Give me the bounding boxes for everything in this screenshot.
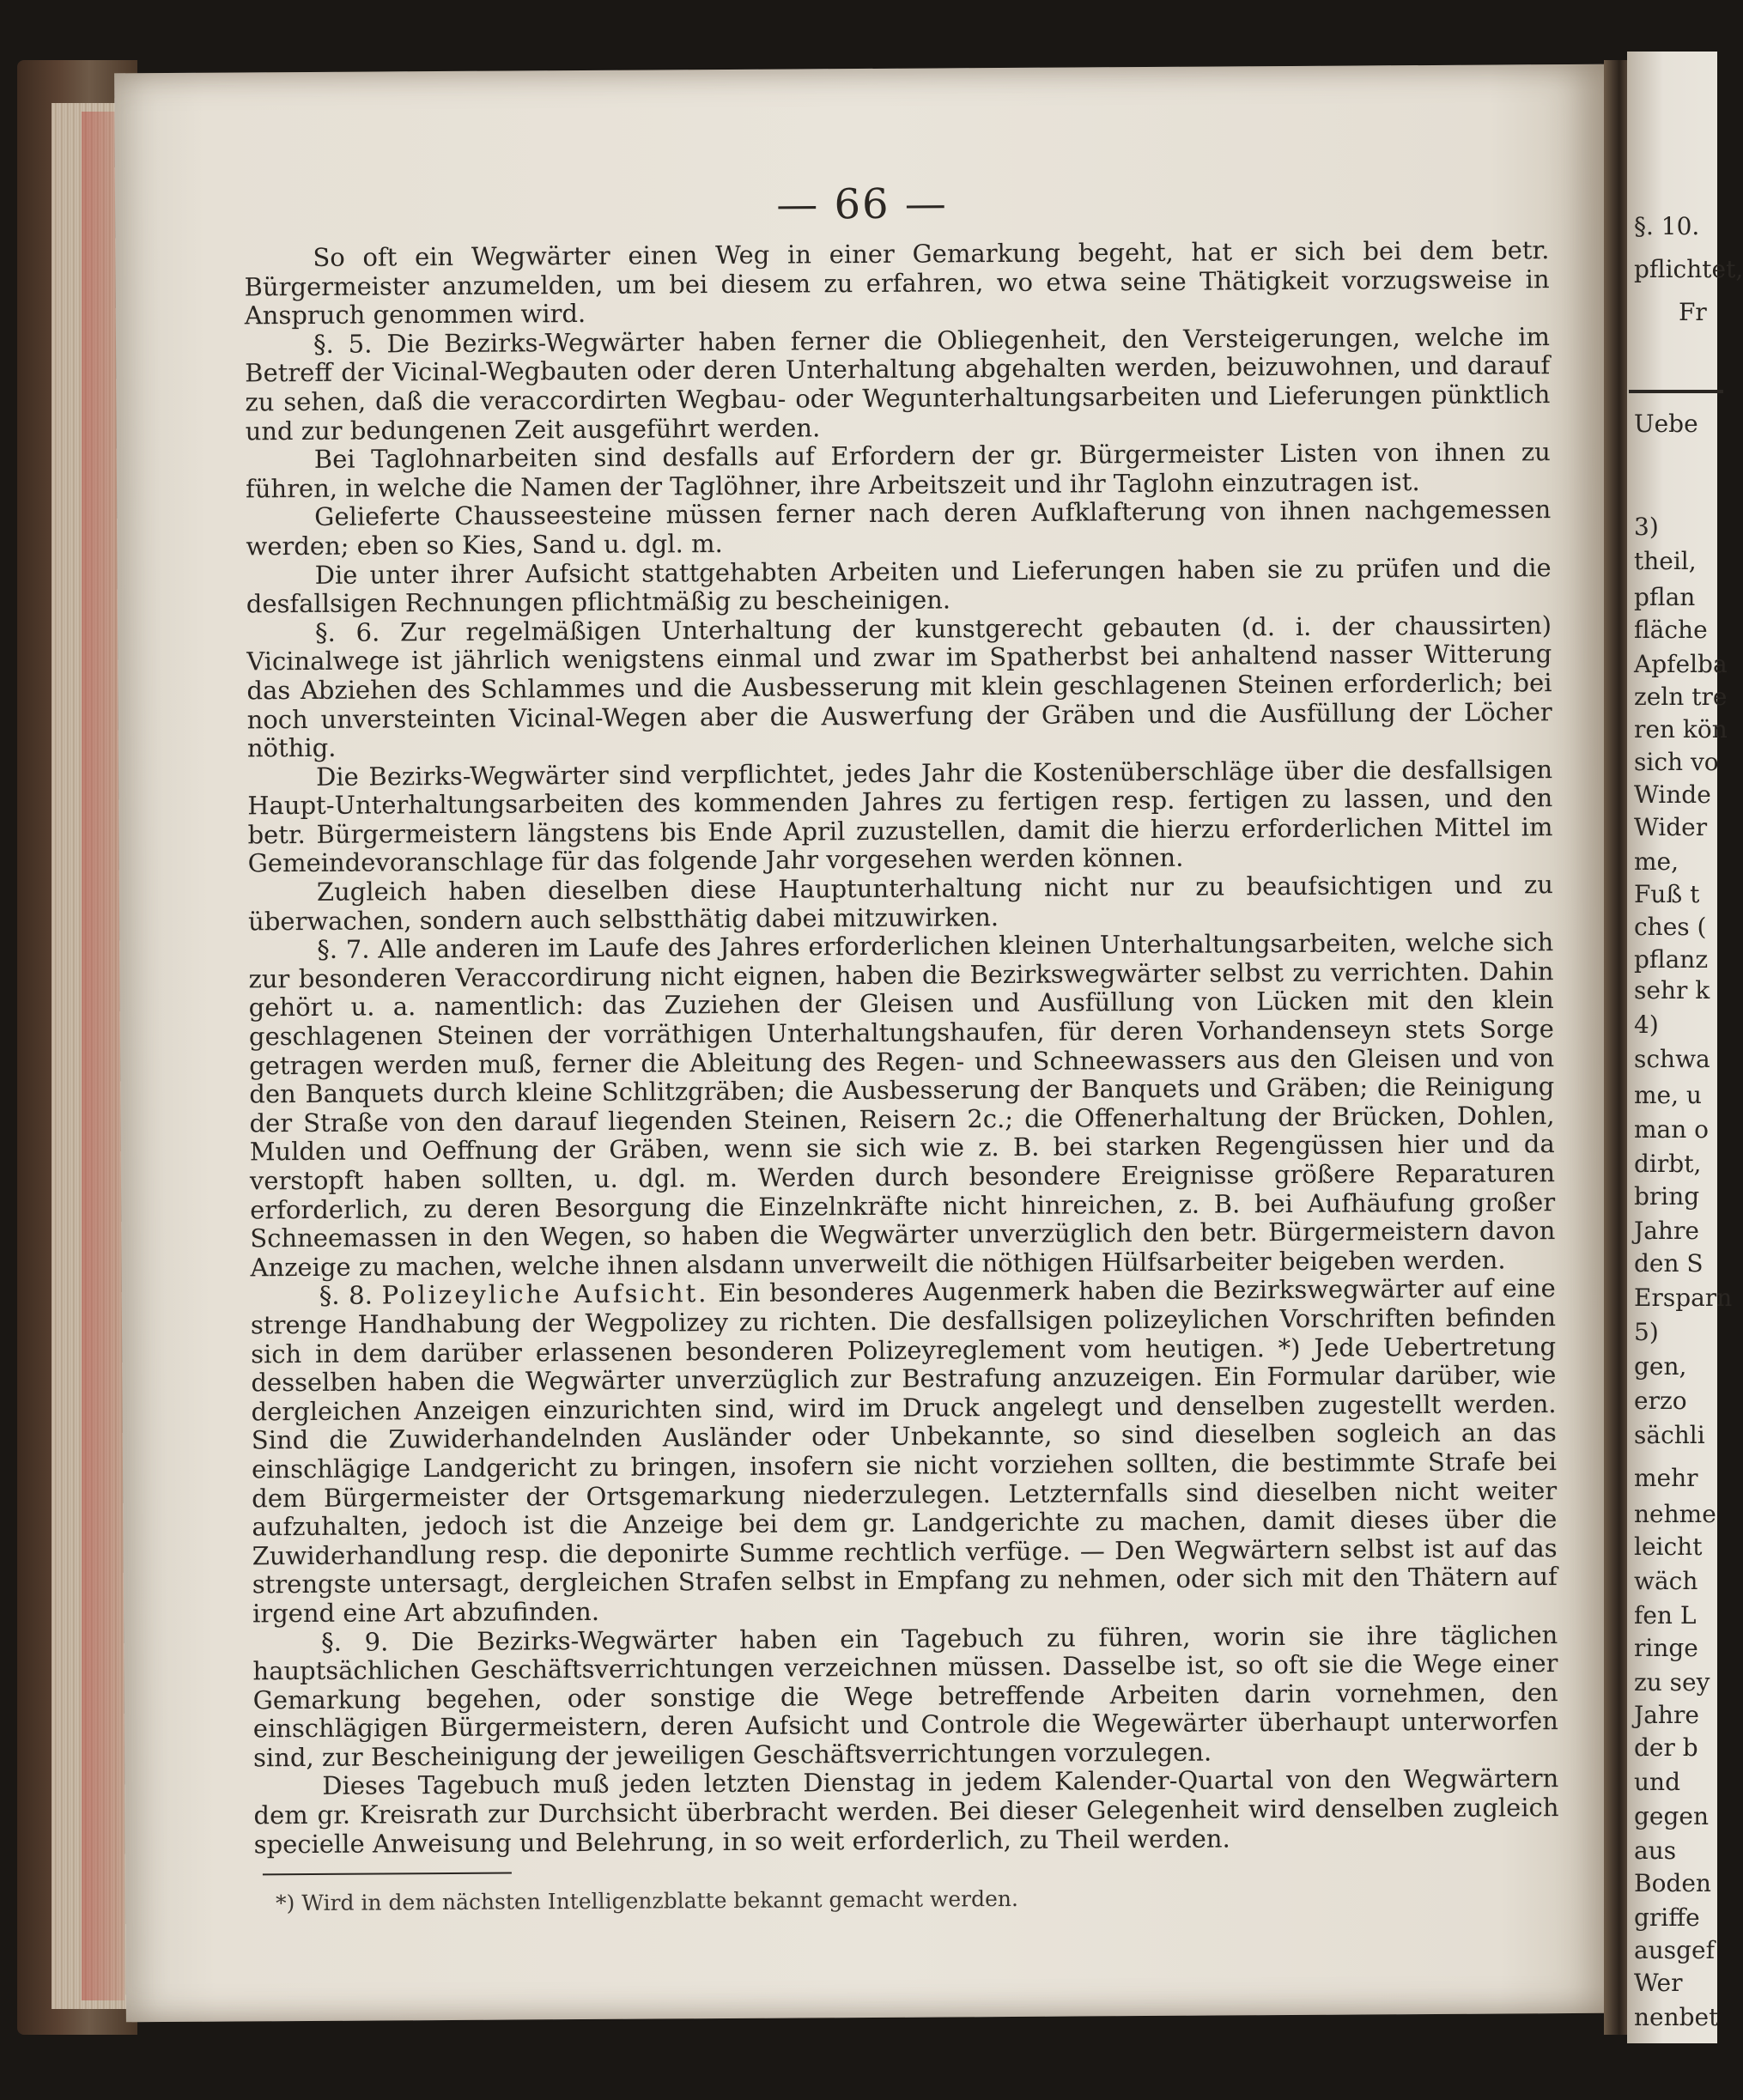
paragraph: So oft ein Wegwärter einen Weg in einer Gemarkung begeht, hat er sich bei dem betr. Bürgermeister anzumelden, um bei diesem zu erfahren, wo etwa seine Thätigkeit vorzugsweise in Anspruch genommen wird. [244, 235, 1550, 331]
paragraph: Die unter ihrer Aufsicht stattgehabten Arbeiten und Lieferungen haben sie zu prüfen und die desfallsigen Rechnungen pflichtmäßig zu bescheinigen. [246, 552, 1552, 619]
next-page-line: Uebe [1634, 410, 1698, 438]
paragraph-section-8 [251, 1274, 1558, 1628]
next-page-line: gegen [1634, 1802, 1710, 1830]
next-page-line: der b [1634, 1733, 1698, 1762]
next-page-line: §. 10. [1634, 212, 1700, 240]
next-page-line: Ersparn [1634, 1284, 1733, 1312]
footnote-rule [263, 1872, 512, 1876]
next-page-line: fläche [1634, 616, 1708, 644]
next-page-line: bring [1634, 1182, 1700, 1211]
paragraph-section-7: §. 7. Alle anderen im Laufe des Jahres erforderlichen kleinen Unterhaltungsarbeiten, welche sich zur besonderen Veraccordirung nicht eignen, haben die Bezirkswegwärter selbst zu verrichten. Dahin gehört u. a. namentlich: das Zuziehen der Gleisen und Ausfüllung von Lücken mit den klein geschlagenen Steinen der vorräthigen Unterhaltungshaufen, für deren Vorhandenseyn stets Sorge getragen werden muß, ferner die Ableitung des Regen- und Schneewassers aus den Gleisen und von den Banquets durch kleine Schlitzgräben; die Ausbesserung der Banquets und Gräben; die Reinigung der Straße von den darauf liegenden Steinen, Reisern 2c.; die Offenerhaltung der Brücken, Dohlen, Mulden und Oeffnung der Gräben, wenn sie sich wie z. B. bei starken Regengüssen hier und da verstopft haben sollten, u. dgl. m. Werden durch besondere Ereignisse größere Reparaturen erforderlich, zu deren Besorgung die Einzelnkräfte nicht hinreichen, z. B. bei Aufhäufung großer Schneemassen in den Wegen, so haben die Wegwärter unverzüglich den betr. Bürgermeistern davon Anzeige zu machen, welche ihnen alsdann unverweilt die nöthigen Hülfsarbeiter beigeben werden. [248, 927, 1556, 1283]
footnote: *) Wird in dem nächsten Intelligenzblatte bekannt gemacht werden. [276, 1885, 1019, 1916]
page-body [244, 236, 1558, 1860]
next-page-line: Fr [1679, 298, 1707, 326]
section-heading: Polizeyliche Aufsicht. [381, 1278, 709, 1310]
paragraph-section-6: §. 6. Zur regelmäßigen Unterhaltung der kunstgerecht gebauten (d. i. der chaussirten) Vicinalwege ist jährlich wenigstens einmal und zwar im Spatherbst bei anhaltend nasser Witterung das Abziehen des Schlammes und die Ausbesserung mit klein geschlagenen Steinen erforderlich; bei noch unversteinten Vicinal-Wegen aber die Auswerfung der Gräben und die Ausfüllung der Löcher nöthig. [246, 610, 1552, 763]
page-number: — 66 — [776, 179, 948, 229]
next-page-line: Winde [1634, 780, 1711, 809]
next-page-line: pflanz [1634, 945, 1709, 974]
left-page [114, 64, 1620, 2023]
section-text: Ein besonderes Augenmerk haben die Bezirkswegwärter auf eine strenge Handhabung der Wegpolizey zu richten. Die desfallsigen polizeylichen Vorschriften befinden sich in dem darüber erlassenen besonderen Polizeyreglement vom heutigen. *) Jede Uebertretung desselben haben die Wegwärter unverzüglich zur Bestrafung anzuzeigen. Ein Formular darüber, wie dergleichen Anzeigen einzurichten sind, wird im Druck angelegt und denselben zugestellt werden. Sind die Zuwiderhandelnden Ausländer oder Unbekannte, so sind dieselben sogleich an das einschlägige Landgericht zu bringen, insofern sie nicht vorziehen sollten, die bestimmte Strafe bei dem Bürgermeister der Ortsgemarkung niederzulegen. Letzternfalls sind dieselben nicht weiter aufzuhalten, jedoch ist die Anzeige bei dem gr. Landgerichte zu machen, damit dieses über die Zuwiderhandlung resp. die deponirte Summe rechtlich verfüge. — Den Wegwärtern selbst ist auf das strengste untersagt, dergleichen Strafen selbst in Empfang zu nehmen, oder sich mit den Thätern auf irgend eine Art abzufinden. [250, 1273, 1558, 1629]
next-page-line: me, [1634, 847, 1679, 876]
next-page-line: gen, [1634, 1352, 1687, 1381]
next-page-rule [1629, 390, 1723, 393]
next-page-line: leicht [1634, 1533, 1703, 1561]
next-page-line: den S [1634, 1249, 1704, 1278]
paragraph: Zugleich haben dieselben diese Hauptunterhaltung nicht nur zu beaufsichtigen und zu überwachen, sondern auch selbstthätig dabei mitzuwirken. [248, 870, 1553, 937]
section-number: §. 8. [319, 1280, 374, 1311]
next-page-line: pflichtet, [1634, 255, 1743, 283]
next-page-line: Wider [1634, 813, 1708, 841]
next-page-line: ringe [1634, 1634, 1698, 1662]
next-page-line: wäch [1634, 1567, 1698, 1595]
next-page-line: Apfelba [1634, 650, 1728, 678]
next-page-line: 3) [1634, 513, 1659, 541]
next-page-line: 5) [1634, 1318, 1659, 1346]
next-page-line: Jahre [1634, 1217, 1699, 1245]
next-page-line: sehr k [1634, 976, 1710, 1004]
paragraph-section-9: §. 9. Die Bezirks-Wegwärter haben ein Tagebuch zu führen, worin sie ihre täglichen hauptsächlichen Geschäftsverrichtungen verzeichnen müssen. Dasselbe ist, so oft sie die Wege einer Gemarkung begehen, oder sonstige die Wege betreffende Arbeiten darin vornehmen, den einschlägigen Bürgermeistern, deren Aufsicht und Controle die Wegewärter überhaupt unterworfen sind, zur Bescheinigung der jeweiligen Geschäftsverrichtungen vorzulegen. [252, 1619, 1558, 1773]
next-page-line: nehme [1634, 1500, 1716, 1528]
next-page-line: Fuß t [1634, 880, 1700, 908]
book-gutter [1604, 60, 1630, 2035]
next-page-line: zeln tre [1634, 683, 1728, 711]
next-page-line: Boden [1634, 1869, 1711, 1897]
paragraph: Die Bezirks-Wegwärter sind verpflichtet, jedes Jahr die Kostenüberschläge über die desfallsigen Haupt-Unterhaltungsarbeiten des kommenden Jahres zu fertigen resp. fertigen zu lassen, und den betr. Bürgermeistern längstens bis Ende April zuzustellen, damit die hierzu erforderlichen Mittel im Gemeindevoranschlage für das folgende Jahr vorgesehen werden können. [247, 754, 1553, 878]
next-page-line: griffe [1634, 1903, 1700, 1932]
next-page-line: nenbet [1634, 2003, 1719, 2031]
next-page-line: und [1634, 1768, 1680, 1796]
next-page-line: sich vo [1634, 748, 1719, 776]
next-page-line: ausgef [1634, 1936, 1715, 1964]
next-page-line: zu sey [1634, 1668, 1710, 1696]
next-page-line: schwa [1634, 1045, 1710, 1073]
paragraph-section-5: §. 5. Die Bezirks-Wegwärter haben ferner die Obliegenheit, den Versteigerungen, welche im Betreff der Vicinal-Wegbauten oder deren Unterhaltung abgehalten werden, beizuwohnen, und darauf zu sehen, daß die veraccordirten Wegbau- oder Wegunterhaltungsarbeiten und Lieferungen pünktlich und zur bedungenen Zeit ausgeführt werden. [245, 321, 1551, 446]
next-page-line: dirbt, [1634, 1150, 1702, 1178]
next-page-line: pflan [1634, 583, 1696, 611]
next-page-line: fen L [1634, 1601, 1697, 1630]
paragraph: Gelieferte Chausseesteine müssen ferner nach deren Aufklafterung von ihnen nachgemessen werden; eben so Kies, Sand u. dgl. m. [246, 495, 1552, 561]
next-page-line: ren kön [1634, 715, 1728, 743]
next-page-line: mehr [1634, 1464, 1698, 1492]
next-page-line: man o [1634, 1115, 1710, 1144]
next-page-line: erzo [1634, 1387, 1687, 1415]
paragraph: Dieses Tagebuch muß jeden letzten Dienstag in jedem Kalender-Quartal von den Wegwärtern dem gr. Kreisrath zur Durchsicht überbracht werden. Bei dieser Gelegenheit wird denselben zugleich specielle Anweisung und Belehrung, in so weit erforderlich, zu Theil werden. [253, 1763, 1559, 1860]
next-page-line: theil, [1634, 547, 1697, 575]
next-page-line: Jahre [1634, 1701, 1699, 1729]
next-page-line: ches ( [1634, 913, 1707, 941]
next-page-fragment [1627, 52, 1743, 2043]
paragraph: Bei Taglohnarbeiten sind desfalls auf Erfordern der gr. Bürgermeister Listen von ihnen zu führen, in welche die Namen der Taglöhner, ihre Arbeitszeit und ihr Taglohn einzutragen ist. [245, 437, 1551, 504]
next-page-line: sächli [1634, 1421, 1705, 1449]
next-page-line: me, u [1634, 1081, 1702, 1109]
next-page-line: 4) [1634, 1011, 1659, 1039]
next-page-line: aus [1634, 1836, 1677, 1865]
next-page-line: Wer [1634, 1969, 1683, 1997]
